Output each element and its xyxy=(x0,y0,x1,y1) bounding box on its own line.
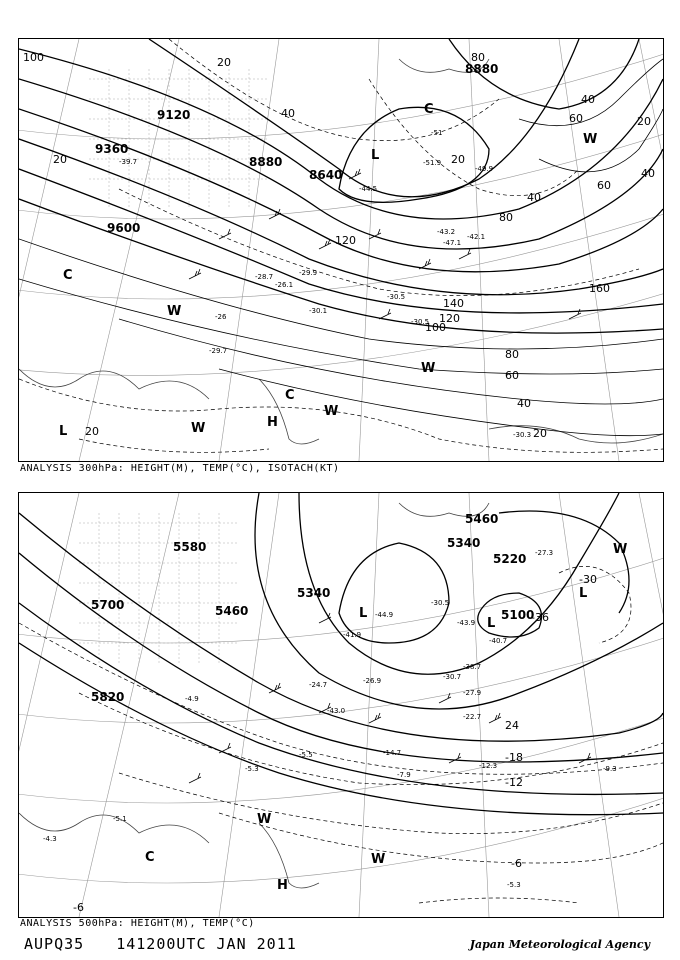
map-300hpa xyxy=(18,38,664,462)
temp-value: -38.7 xyxy=(463,663,482,671)
warm-symbol: W xyxy=(583,132,598,147)
isotach-label: 100 xyxy=(425,321,446,334)
low-symbol: L xyxy=(59,424,68,439)
isotherm-label: -30 xyxy=(579,573,597,586)
temp-value: -39.7 xyxy=(119,158,138,166)
temp-value: -7.9 xyxy=(397,771,411,779)
coastline xyxy=(19,59,663,444)
temp-value: -28.7 xyxy=(255,273,274,281)
isotherm-label: -36 xyxy=(531,611,549,624)
map-300hpa-canvas xyxy=(19,39,663,461)
chart-code: AUPQ35 xyxy=(24,935,85,953)
temp-value: -5.3 xyxy=(245,765,259,773)
system-symbols xyxy=(59,42,607,439)
temp-value: -30.5 xyxy=(431,599,450,607)
temp-value: -44.9 xyxy=(375,611,394,619)
temp-plots xyxy=(43,549,617,889)
temp-value: -43.9 xyxy=(457,619,476,627)
isotherm-label: -6 xyxy=(73,901,84,914)
isotach-label: 140 xyxy=(443,297,464,310)
isotach-label: 80 xyxy=(499,211,513,224)
isotach-label: 40 xyxy=(281,107,295,120)
cold-symbol: C xyxy=(285,388,295,403)
isotach-label: 20 xyxy=(85,425,99,438)
warm-symbol: W xyxy=(613,542,628,557)
temp-value: -51 xyxy=(431,129,443,137)
isotach-label: 60 xyxy=(569,112,583,125)
system-symbols xyxy=(145,542,627,893)
temp-value: -26.1 xyxy=(275,281,294,289)
isotach-label: 80 xyxy=(505,348,519,361)
temp-value: -12.3 xyxy=(479,762,498,770)
isotach-label: 20 xyxy=(53,153,67,166)
temp-value: -29.7 xyxy=(209,347,228,355)
low-symbol: L xyxy=(359,606,368,621)
temp-value: -44.5 xyxy=(359,185,378,193)
low-symbol: L xyxy=(579,586,588,601)
height-label: 9360 xyxy=(95,142,129,156)
height-labels xyxy=(91,512,534,704)
temp-value: -27.3 xyxy=(535,549,554,557)
temp-value: -29.9 xyxy=(299,269,318,277)
isotach-label: 40 xyxy=(517,397,531,410)
isotach-label: 160 xyxy=(589,282,610,295)
caption-500hpa: ANALYSIS 500hPa: HEIGHT(M), TEMP(°C) xyxy=(20,918,255,929)
height-contours xyxy=(19,493,663,815)
isotach-label: 40 xyxy=(641,167,655,180)
land-hatch xyxy=(79,513,239,663)
isotach-label: 120 xyxy=(439,312,460,325)
temp-value: -47.1 xyxy=(443,239,462,247)
height-label: 5580 xyxy=(173,540,207,554)
cold-symbol: C xyxy=(424,102,434,117)
isotach-label: 20 xyxy=(533,427,547,440)
warm-symbol: W xyxy=(371,852,386,867)
chart-time: 141200UTC JAN 2011 xyxy=(116,935,297,953)
warm-symbol: W xyxy=(421,361,436,376)
height-label: 8880 xyxy=(465,62,499,76)
temp-value: -14.7 xyxy=(383,749,402,757)
height-label: 9120 xyxy=(157,108,191,122)
graticule xyxy=(19,493,663,917)
temp-value: -42.1 xyxy=(467,233,486,241)
temp-value: -24.7 xyxy=(309,681,328,689)
low-symbol: L xyxy=(487,616,496,631)
caption-300hpa: ANALYSIS 300hPa: HEIGHT(M), TEMP(°C), ISOTACH(KT) xyxy=(20,463,340,474)
temp-value: -30.7 xyxy=(443,673,462,681)
temp-value: -4.3 xyxy=(43,835,57,843)
isotach-label: 40 xyxy=(527,191,541,204)
land-hatch xyxy=(89,69,269,209)
isotachs xyxy=(19,59,663,436)
temp-value: -26.9 xyxy=(363,677,382,685)
isotach-label: 40 xyxy=(581,93,595,106)
height-label: 8640 xyxy=(309,168,343,182)
height-label: 5220 xyxy=(493,552,527,566)
height-label: 9600 xyxy=(107,221,141,235)
temp-value: -43.0 xyxy=(327,707,346,715)
warm-symbol: W xyxy=(324,404,339,419)
temp-value: -30.3 xyxy=(513,431,532,439)
high-symbol: H xyxy=(277,878,288,893)
temp-value: -41.9 xyxy=(343,631,362,639)
temp-value: -27.9 xyxy=(463,689,482,697)
height-label: 5460 xyxy=(465,512,499,526)
height-label: 5100 xyxy=(501,608,535,622)
height-label: 5340 xyxy=(297,586,331,600)
isotach-label: 60 xyxy=(597,179,611,192)
isotach-label: 20 xyxy=(637,115,651,128)
low-symbol: L xyxy=(371,148,380,163)
temp-value: -49.9 xyxy=(475,165,494,173)
isotach-label: 120 xyxy=(335,234,356,247)
wind-barbs xyxy=(189,613,591,783)
height-label: 5460 xyxy=(215,604,249,618)
height-labels xyxy=(95,62,498,235)
height-label: 8880 xyxy=(249,155,283,169)
isotherm-label: -12 xyxy=(505,776,523,789)
height-label: 5820 xyxy=(91,690,125,704)
temp-value: -30.5 xyxy=(411,318,430,326)
isotach-label: 20 xyxy=(451,153,465,166)
isotach-label: 80 xyxy=(471,51,485,64)
temp-value: -4.9 xyxy=(185,695,199,703)
isotherm-label: -6 xyxy=(511,857,522,870)
temp-value: -43.2 xyxy=(437,228,456,236)
agency-credit: Japan Meteorological Agency xyxy=(469,938,650,951)
height-label: 5340 xyxy=(447,536,481,550)
isotherm-label: 24 xyxy=(505,719,519,732)
height-label: 5700 xyxy=(91,598,125,612)
coastline xyxy=(19,503,489,888)
temp-value: -5.3 xyxy=(507,881,521,889)
warm-symbol: W xyxy=(191,421,206,436)
warm-symbol: W xyxy=(167,304,182,319)
temp-value: -40.7 xyxy=(489,637,508,645)
isotach-label: 60 xyxy=(505,369,519,382)
isotach-label: 100 xyxy=(23,51,44,64)
map-500hpa xyxy=(18,492,664,918)
temp-value: -9.3 xyxy=(603,765,617,773)
temp-value: -30.1 xyxy=(309,307,328,315)
chart-footer xyxy=(24,935,319,953)
high-symbol: H xyxy=(267,415,278,430)
temp-value: -26 xyxy=(215,313,227,321)
cold-symbol: C xyxy=(63,268,73,283)
isotherm-label: -18 xyxy=(505,751,523,764)
isotach-label: 20 xyxy=(217,56,231,69)
temp-value: -5.1 xyxy=(113,815,127,823)
cold-symbol: C xyxy=(145,850,155,865)
temp-value: -22.7 xyxy=(463,713,482,721)
temp-value: -51.9 xyxy=(423,159,442,167)
temp-value: -30.5 xyxy=(387,293,406,301)
warm-symbol: W xyxy=(257,812,272,827)
map-500hpa-canvas xyxy=(19,493,663,917)
temp-value: -5.5 xyxy=(299,751,313,759)
